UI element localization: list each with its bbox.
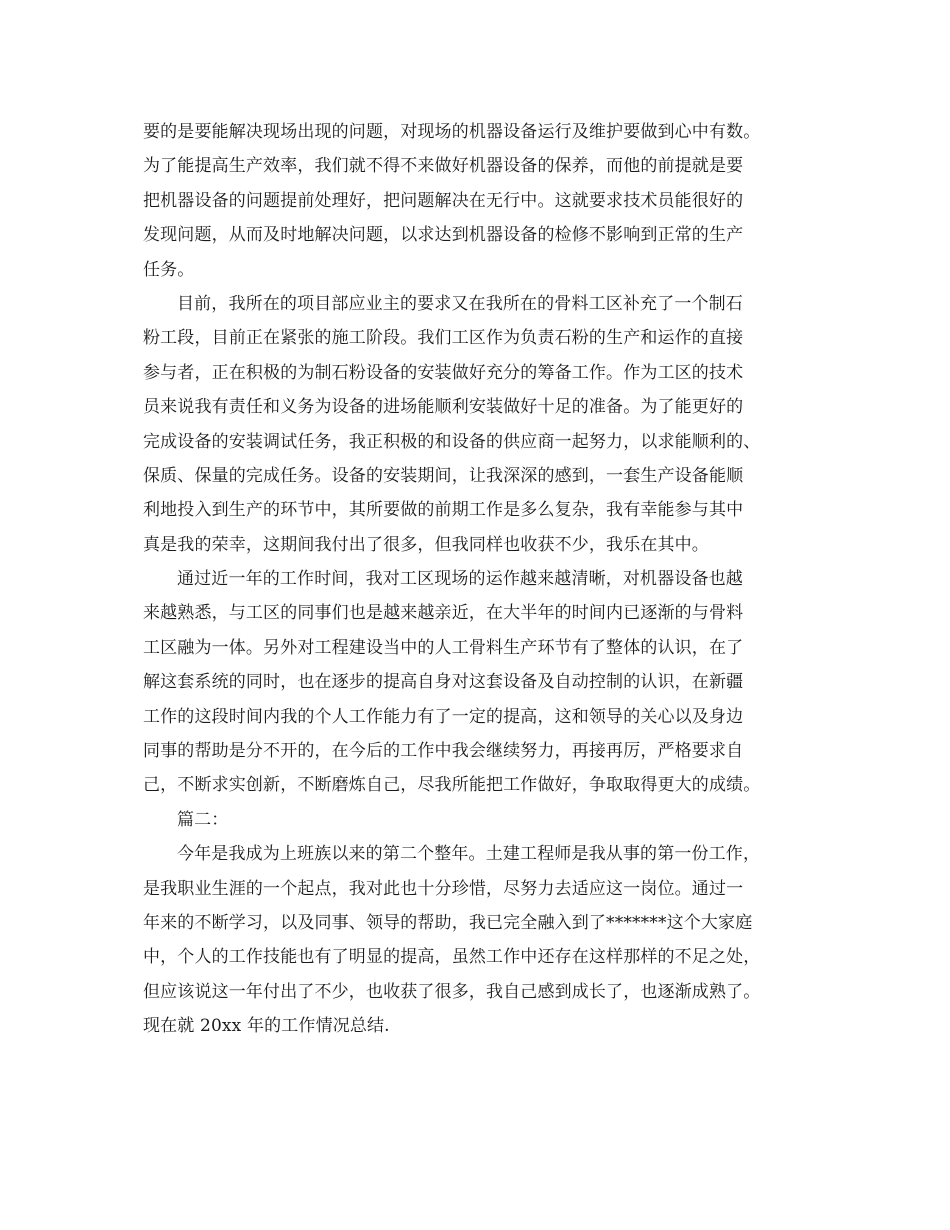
document-body (143, 115, 808, 1044)
section-heading: 篇二： (177, 809, 229, 830)
text-line: 中，个人的工作技能也有了明显的提高，虽然工作中还存在这样那样的不足之处， (143, 947, 761, 968)
text-line: 现在就 20xx 年的工作情况总结. (143, 1016, 390, 1037)
text-line: 工作的这段时间内我的个人工作能力有了一定的提高，这和领导的关心以及身边 (143, 706, 744, 727)
text-line: 发现问题，从而及时地解决问题，以求达到机器设备的检修不影响到正常的生产 (143, 225, 744, 246)
paragraph-start-line: 今年是我成为上班族以来的第二个整年。土建工程师是我从事的第一份工作， (177, 844, 761, 865)
text-line: 员来说我有责任和义务为设备的进场能顺利安装做好十足的准备。为了能更好的 (143, 397, 744, 418)
text-line: 但应该说这一年付出了不少，也收获了很多，我自己感到成长了，也逐渐成熟了。 (143, 981, 761, 1002)
paragraph-start-line: 目前，我所在的项目部应业主的要求又在我所在的骨料工区补充了一个制石 (177, 293, 743, 314)
text-line: 己，不断求实创新，不断磨炼自己，尽我所能把工作做好，争取取得更大的成绩。 (143, 775, 761, 796)
text-line: 任务。 (143, 259, 195, 280)
text-line: 粉工段，目前正在紧张的施工阶段。我们工区作为负责石粉的生产和运作的直接 (143, 328, 744, 349)
text-line: 真是我的荣幸，这期间我付出了很多，但我同样也收获不少，我乐在其中。 (143, 534, 709, 555)
text-line: 是我职业生涯的一个起点，我对此也十分珍惜，尽努力去适应这一岗位。通过一 (143, 878, 744, 899)
text-line: 保质、保量的完成任务。设备的安装期间，让我深深的感到，一套生产设备能顺 (143, 465, 744, 486)
text-line: 把机器设备的问题提前处理好，把问题解决在无行中。这就要求技术员能很好的 (143, 190, 744, 211)
text-line: 要的是要能解决现场出现的问题，对现场的机器设备运行及维护要做到心中有数。 (143, 122, 761, 142)
text-line: 参与者，正在积极的为制石粉设备的安装做好充分的筹备工作。作为工区的技术 (143, 362, 744, 383)
text-line: 利地投入到生产的环节中，其所要做的前期工作是多么复杂，我有幸能参与其中 (143, 500, 744, 521)
text-line: 同事的帮助是分不开的，在今后的工作中我会继续努力，再接再厉，严格要求自 (143, 741, 744, 762)
text-line: 来越熟悉，与工区的同事们也是越来越亲近，在大半年的时间内已逐渐的与骨料 (143, 603, 744, 624)
text-line: 为了能提高生产效率，我们就不得不来做好机器设备的保养，而他的前提就是要 (143, 156, 744, 177)
text-line: 年来的不断学习，以及同事、领导的帮助，我已完全融入到了*******这个大家庭 (143, 912, 753, 933)
text-line: 工区融为一体。另外对工程建设当中的人工骨料生产环节有了整体的认识，在了 (143, 637, 744, 658)
paragraph-start-line: 通过近一年的工作时间，我对工区现场的运作越来越清晰，对机器设备也越 (177, 569, 743, 590)
text-line: 完成设备的安装调试任务，我正积极的和设备的供应商一起努力，以求能顺利的、 (143, 431, 761, 452)
text-line: 解这套系统的同时，也在逐步的提高自身对这套设备及自动控制的认识，在新疆 (143, 672, 744, 693)
